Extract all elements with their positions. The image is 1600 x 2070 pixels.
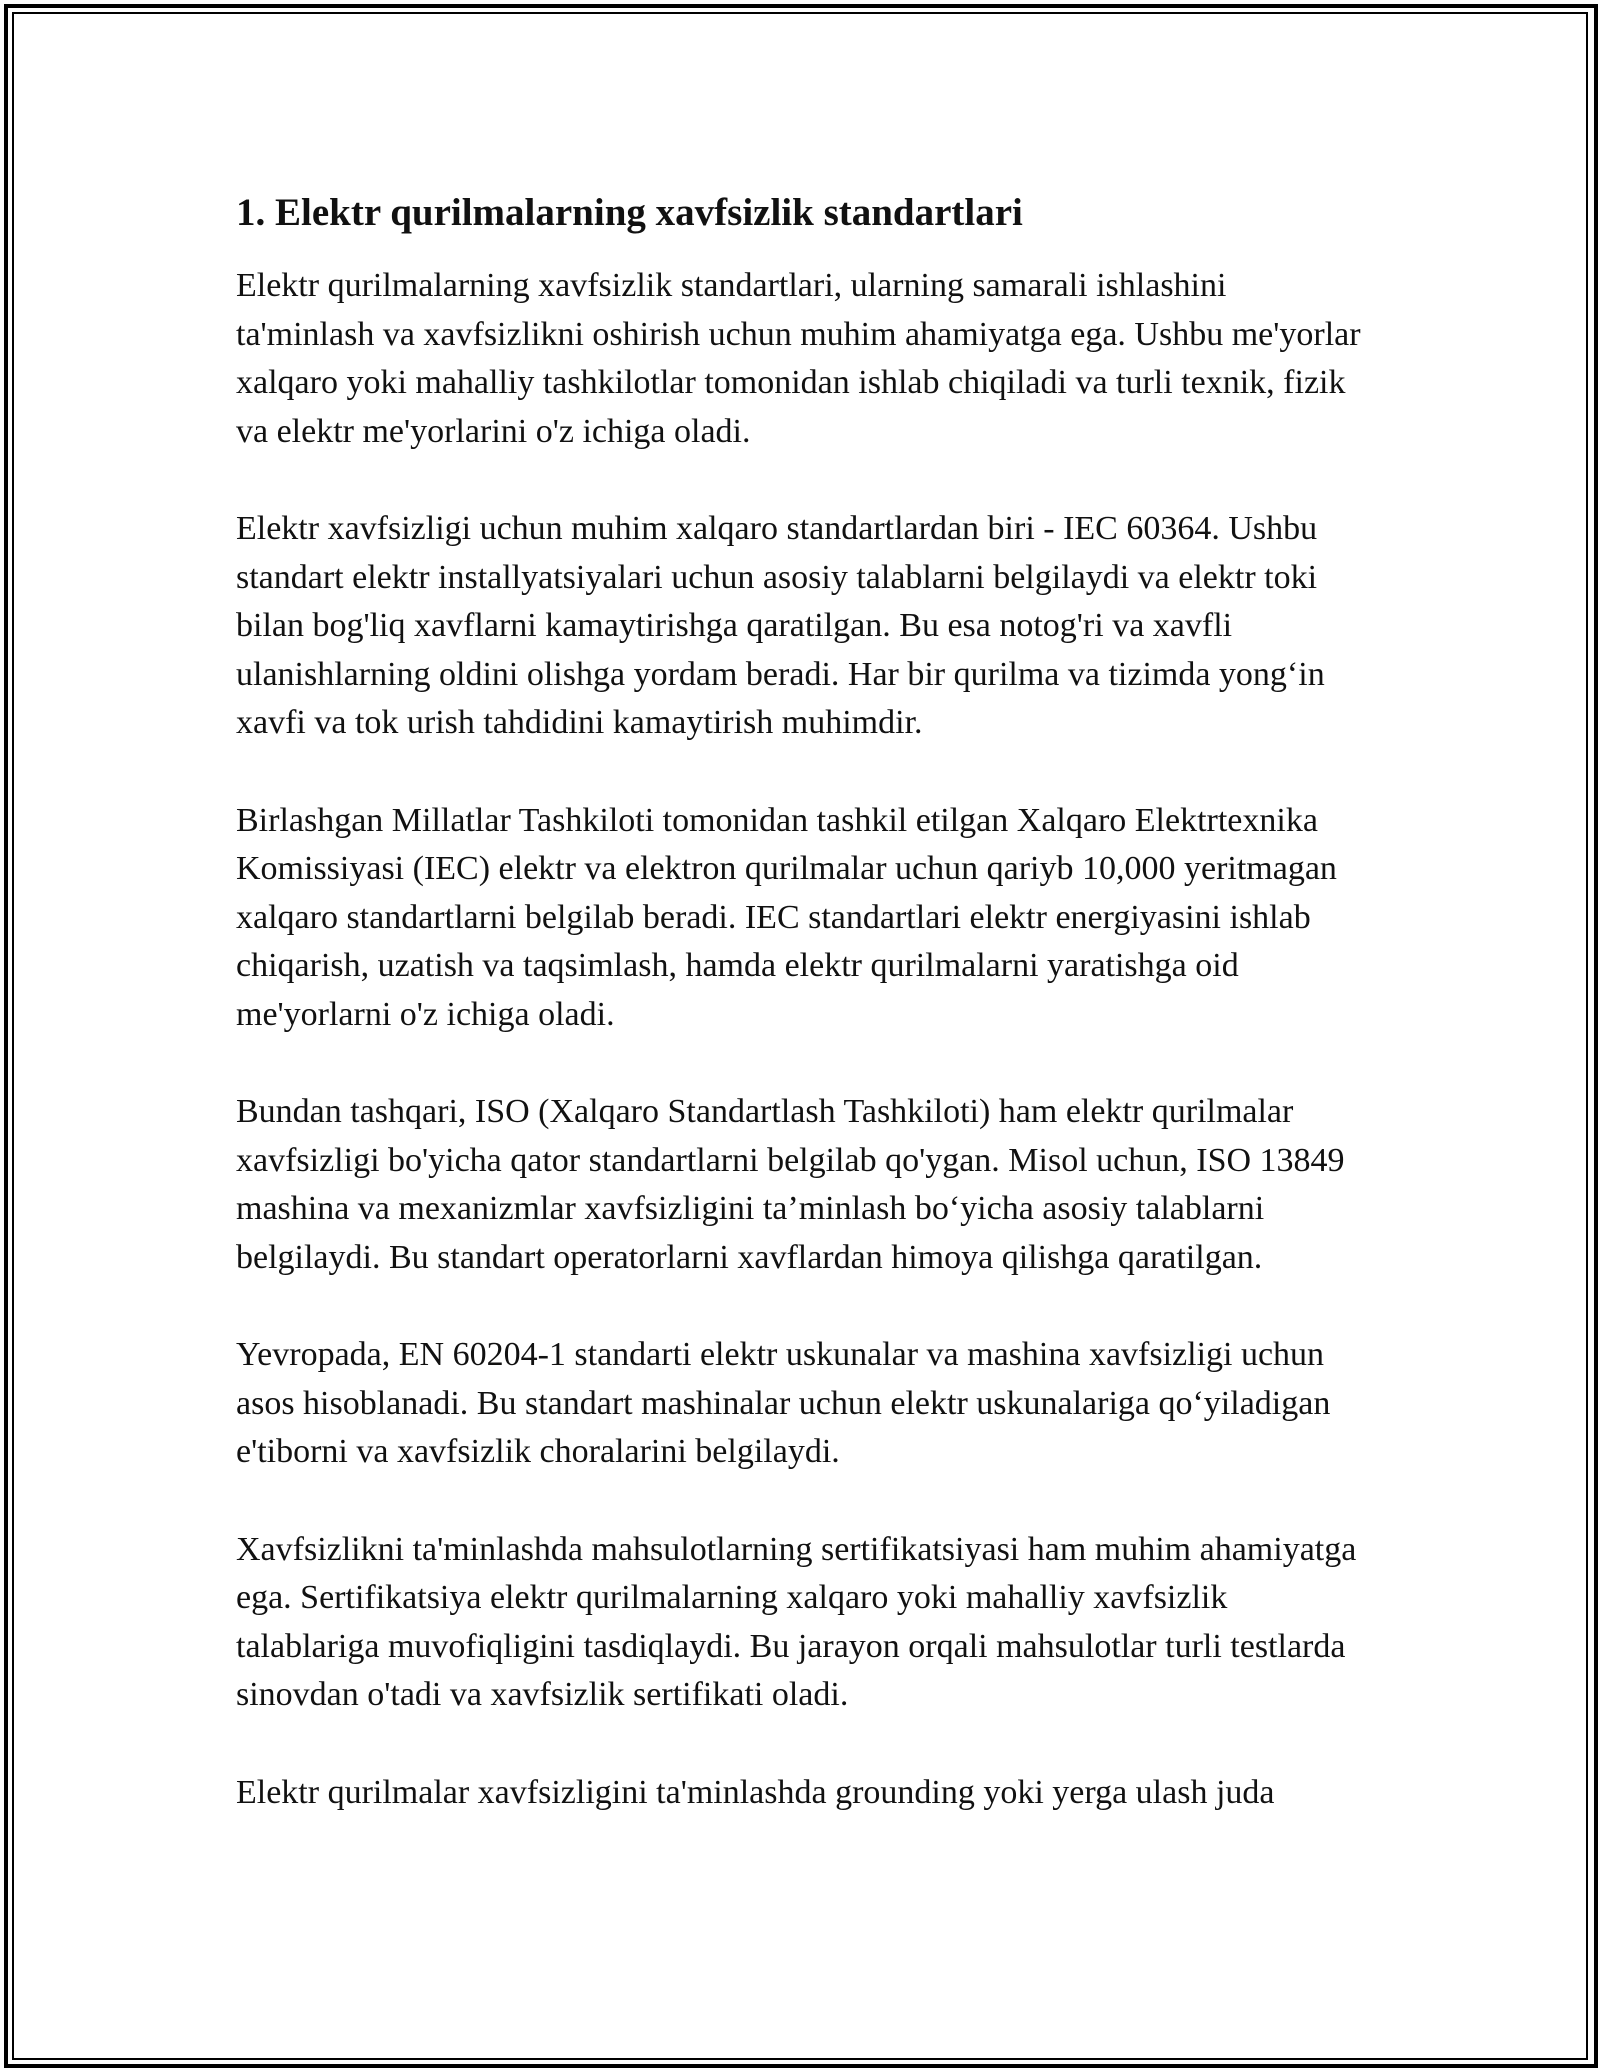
paragraph-4: Bundan tashqari, ISO (Xalqaro Standartlash Tashkiloti) ham elektr qurilmalar xavfsizligi bo'yicha qator standartlarni belgilab qo'ygan. Misol uchun, ISO 13849 mashina va mexanizmlar xavfsizligini ta’minlash bo‘yicha asosiy talablarni belgilaydi. Bu standart operatorlarni xavflardan himoya qilishga qaratilgan. xyxy=(236,1093,1345,1276)
paragraph-6: Xavfsizlikni ta'minlashda mahsulotlarning sertifikatsiyasi ham muhim ahamiyatga ega. Sertifikatsiya elektr qurilmalarning xalqaro yoki mahalliy xavfsizlik talablariga muvofiqligini tasdiqlaydi. Bu jarayon orqali mahsulotlar turli testlarda sinovdan o'tadi va xavfsizlik sertifikati oladi. xyxy=(236,1530,1357,1713)
document-body xyxy=(236,188,1366,1866)
paragraph-3: Birlashgan Millatlar Tashkiloti tomonidan tashkil etilgan Xalqaro Elektrtexnika Komissiyasi (IEC) elektr va elektron qurilmalar uchun qariyb 10,000 yeritmagan xalqaro standartlarni belgilab beradi. IEC standartlari elektr energiyasini ishlab chiqarish, uzatish va taqsimlash, hamda elektr qurilmalarni yaratishga oid me'yorlarni o'z ichiga oladi. xyxy=(236,801,1337,1033)
section-heading: 1. Elektr qurilmalarning xavfsizlik standartlari xyxy=(236,191,1023,234)
paragraph-1: Elektr qurilmalarning xavfsizlik standartlari, ularning samarali ishlashini ta'minlash va xavfsizlikni oshirish uchun muhim ahamiyatga ega. Ushbu me'yorlar xalqaro yoki mahalliy tashkilotlar tomonidan ishlab chiqiladi va turli texnik, fizik va elektr me'yorlarini o'z ichiga oladi. xyxy=(236,267,1361,450)
paragraph-5: Yevropada, EN 60204-1 standarti elektr uskunalar va mashina xavfsizligi uchun asos hisoblanadi. Bu standart mashinalar uchun elektr uskunalariga qo‘yiladigan e'tiborni va xavfsizlik choralarini belgilaydi. xyxy=(236,1336,1331,1470)
paragraph-7: Elektr qurilmalar xavfsizligini ta'minlashda grounding yoki yerga ulash juda xyxy=(236,1773,1275,1811)
paragraph-2: Elektr xavfsizligi uchun muhim xalqaro standartlardan biri - IEC 60364. Ushbu standart elektr installyatsiyalari uchun asosiy talablarni belgilaydi va elektr toki bilan bog'liq xavflarni kamaytirishga qaratilgan. Bu esa notog'ri va xavfli ulanishlarning oldini olishga yordam beradi. Har bir qurilma va tizimda yong‘in xavfi va tok urish tahdidini kamaytirish muhimdir. xyxy=(236,510,1325,741)
